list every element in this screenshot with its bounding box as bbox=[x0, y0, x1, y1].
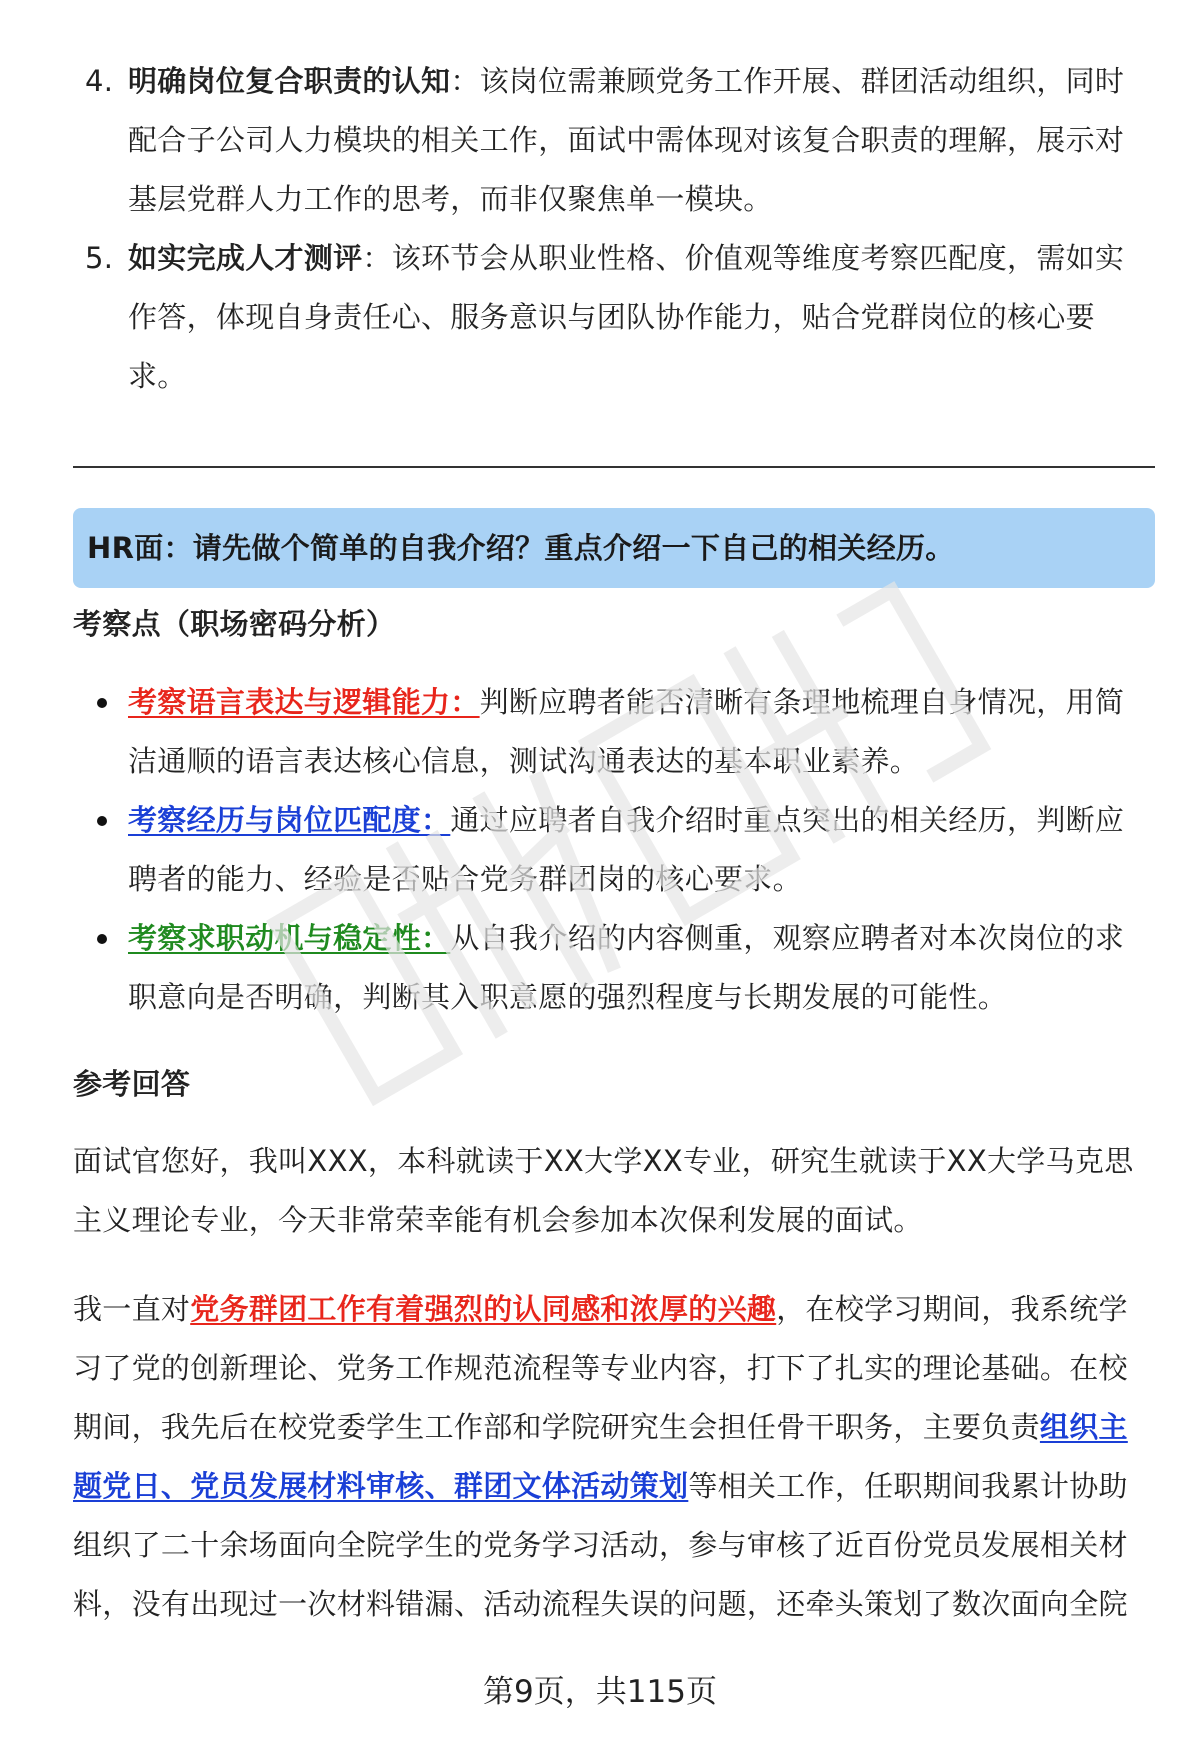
answer-text-part: 我一直对 bbox=[73, 1292, 191, 1326]
section-divider bbox=[73, 466, 1155, 468]
numbered-item-5 bbox=[73, 229, 1153, 406]
assessment-label: 考察求职动机与稳定性： bbox=[128, 921, 451, 955]
item-title: 明确岗位复合职责的认知 bbox=[128, 64, 451, 98]
assessment-list bbox=[73, 673, 1153, 1027]
answer-paragraph-2 bbox=[73, 1280, 1153, 1634]
numbered-item-4 bbox=[73, 52, 1153, 229]
item-colon: ： bbox=[450, 64, 480, 98]
bullet-dot bbox=[97, 816, 107, 826]
assessment-text: 通过应聘者自我介绍时重点突出的相关经历，判断应聘者的能力、经验是否贴合党务群团岗的核心要求。 bbox=[128, 803, 1125, 896]
answer-highlight-blue: 组织主题党日、党员发展材料审核、群团文体活动策划 bbox=[73, 1410, 1128, 1503]
assessment-text: 判断应聘者能否清晰有条理地梳理自身情况，用简洁通顺的语言表达核心信息，测试沟通表达的基本职业素养。 bbox=[128, 685, 1125, 778]
assessment-label: 考察经历与岗位匹配度： bbox=[128, 803, 451, 837]
assessment-point bbox=[73, 909, 1153, 1027]
item-title: 如实完成人才测评 bbox=[128, 241, 363, 275]
answer-paragraph-1 bbox=[73, 1132, 1153, 1250]
numbered-list-section bbox=[73, 52, 1153, 406]
answer-text bbox=[73, 1280, 1153, 1634]
item-text: 该环节会从职业性格、价值观等维度考察匹配度，需如实作答，体现自身责任心、服务意识与团队协作能力，贴合党群岗位的核心要求。 bbox=[128, 241, 1125, 393]
question-banner: HR面：请先做个简单的自我介绍？重点介绍一下自己的相关经历。 bbox=[73, 508, 1155, 588]
item-colon: ： bbox=[362, 241, 392, 275]
bullet-dot bbox=[97, 934, 107, 944]
assessment-label: 考察语言表达与逻辑能力： bbox=[128, 685, 480, 719]
numbered-list bbox=[73, 52, 1153, 406]
item-text: 该岗位需兼顾党务工作开展、群团活动组织，同时配合子公司人力模块的相关工作，面试中需体现对该复合职责的理解，展示对基层党群人力工作的思考，而非仅聚焦单一模块。 bbox=[128, 64, 1125, 216]
assessment-heading: 考察点（职场密码分析） bbox=[73, 607, 396, 641]
answer-highlight-red: 党务群团工作有着强烈的认同感和浓厚的兴趣 bbox=[190, 1292, 777, 1326]
answer-text-part: 等相关工作，任职期间我累计协助组织了二十余场面向全院学生的党务学习活动，参与审核了近百份党员发展相关材料，没有出现过一次材料错漏、活动流程失误的问题，还牵头策划了数次面向全院 bbox=[73, 1469, 1128, 1621]
item-number: 5. bbox=[85, 241, 114, 275]
answer-text-part: ，在校学习期间，我系统学习了党的创新理论、党务工作规范流程等专业内容，打下了扎实的理论基础。在校期间，我先后在校党委学生工作部和学院研究生会担任骨干职务，主要负责 bbox=[73, 1292, 1128, 1444]
bullet-dot bbox=[97, 698, 107, 708]
assessment-point bbox=[73, 673, 1153, 791]
item-number: 4. bbox=[85, 64, 114, 98]
assessment-point bbox=[73, 791, 1153, 909]
assessment-text: 从自我介绍的内容侧重，观察应聘者对本次岗位的求职意向是否明确，判断其入职意愿的强烈程度与长期发展的可能性。 bbox=[128, 921, 1125, 1014]
answer-heading: 参考回答 bbox=[73, 1067, 191, 1101]
assessment-section bbox=[73, 673, 1153, 1027]
answer-text: 面试官您好，我叫XXX，本科就读于XX大学XX专业，研究生就读于XX大学马克思主义理论专业，今天非常荣幸能有机会参加本次保利发展的面试。 bbox=[73, 1144, 1134, 1237]
page-footer: 第9页，共115页 bbox=[483, 1674, 717, 1710]
